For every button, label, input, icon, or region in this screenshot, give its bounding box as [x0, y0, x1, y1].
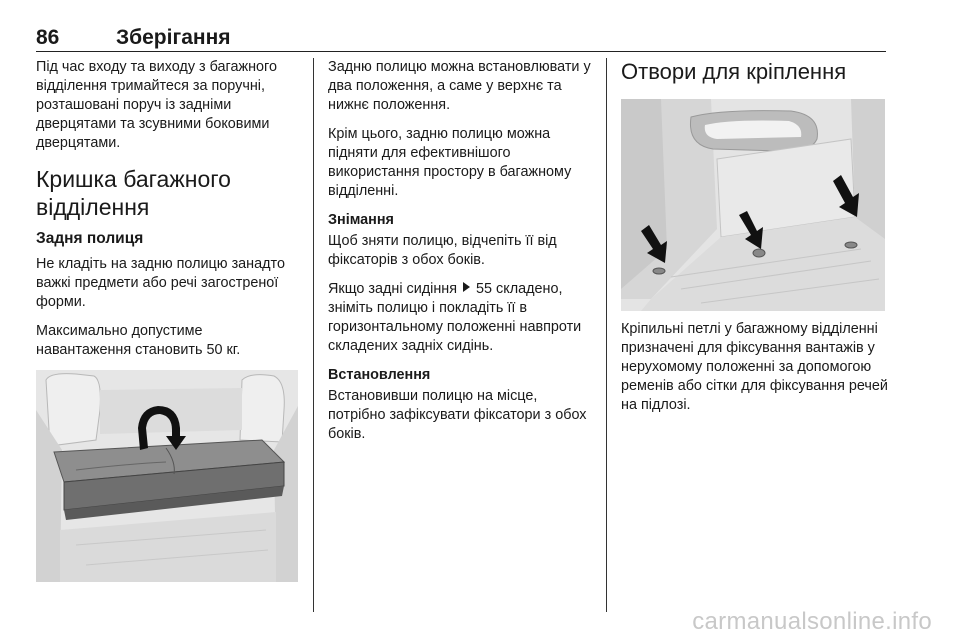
header-divider: [36, 51, 886, 52]
figure-caption: Кріпильні петлі у багажному відділенні призначені для фіксування вантажів у нерухомому положенні за допомогою ременів або сітки для фіксування речей на підлозі.: [621, 321, 888, 413]
column-divider: [606, 58, 607, 612]
section-title-anchors: Отвори для кріплення: [621, 59, 847, 84]
positions-paragraph: Задню полицю можна встановлювати у два положення, а саме у верхнє та нижнє положення.: [328, 59, 591, 113]
removal-paragraph-2: Якщо задні сидіння 55 складено, зніміть полицю і покладіть її в горизонтальному положенні навпроти складених задніх сидінь.: [328, 281, 582, 354]
page-number: 86: [36, 26, 60, 49]
page-header: [36, 22, 886, 52]
page-reference-link[interactable]: 55: [476, 281, 493, 297]
install-title: Встановлення: [328, 367, 431, 383]
column-2: [328, 58, 593, 454]
max-load-paragraph: Максимально допустиме навантаження становить 50 кг.: [36, 323, 241, 358]
warning-paragraph: Не кладіть на задню полицю занадто важкі предмети або речі загостреної форми.: [36, 256, 285, 310]
removal-paragraph-1: Щоб зняти полицю, відчепіть її від фіксаторів з обох боків.: [328, 233, 557, 268]
raise-paragraph: Крім цього, задню полицю можна підняти для ефективнішого використання простору в багажному відділенні.: [328, 126, 572, 199]
rear-shelf-illustration: [36, 370, 298, 582]
column-1: [36, 58, 298, 370]
intro-paragraph: Під час входу та виходу з багажного відділення тримайтеся за поручні, розташовані поруч із задніми дверцятами та зсувними боковими дверцятами.: [36, 59, 277, 151]
anchor-points-illustration: [621, 99, 885, 311]
section-title-cover: Кришка багажного відділення: [36, 166, 231, 220]
column-3: [621, 58, 889, 94]
reference-arrow-icon: [463, 282, 470, 292]
watermark: carmanualsonline.info: [692, 608, 932, 635]
install-paragraph: Встановивши полицю на місце, потрібно зафіксувати фіксатори з обох боків.: [328, 388, 587, 442]
subsection-title-rear-shelf: Задня полиця: [36, 230, 144, 247]
chapter-title: Зберігання: [116, 26, 231, 49]
removal-title: Знімання: [328, 212, 394, 228]
column-divider: [313, 58, 314, 612]
